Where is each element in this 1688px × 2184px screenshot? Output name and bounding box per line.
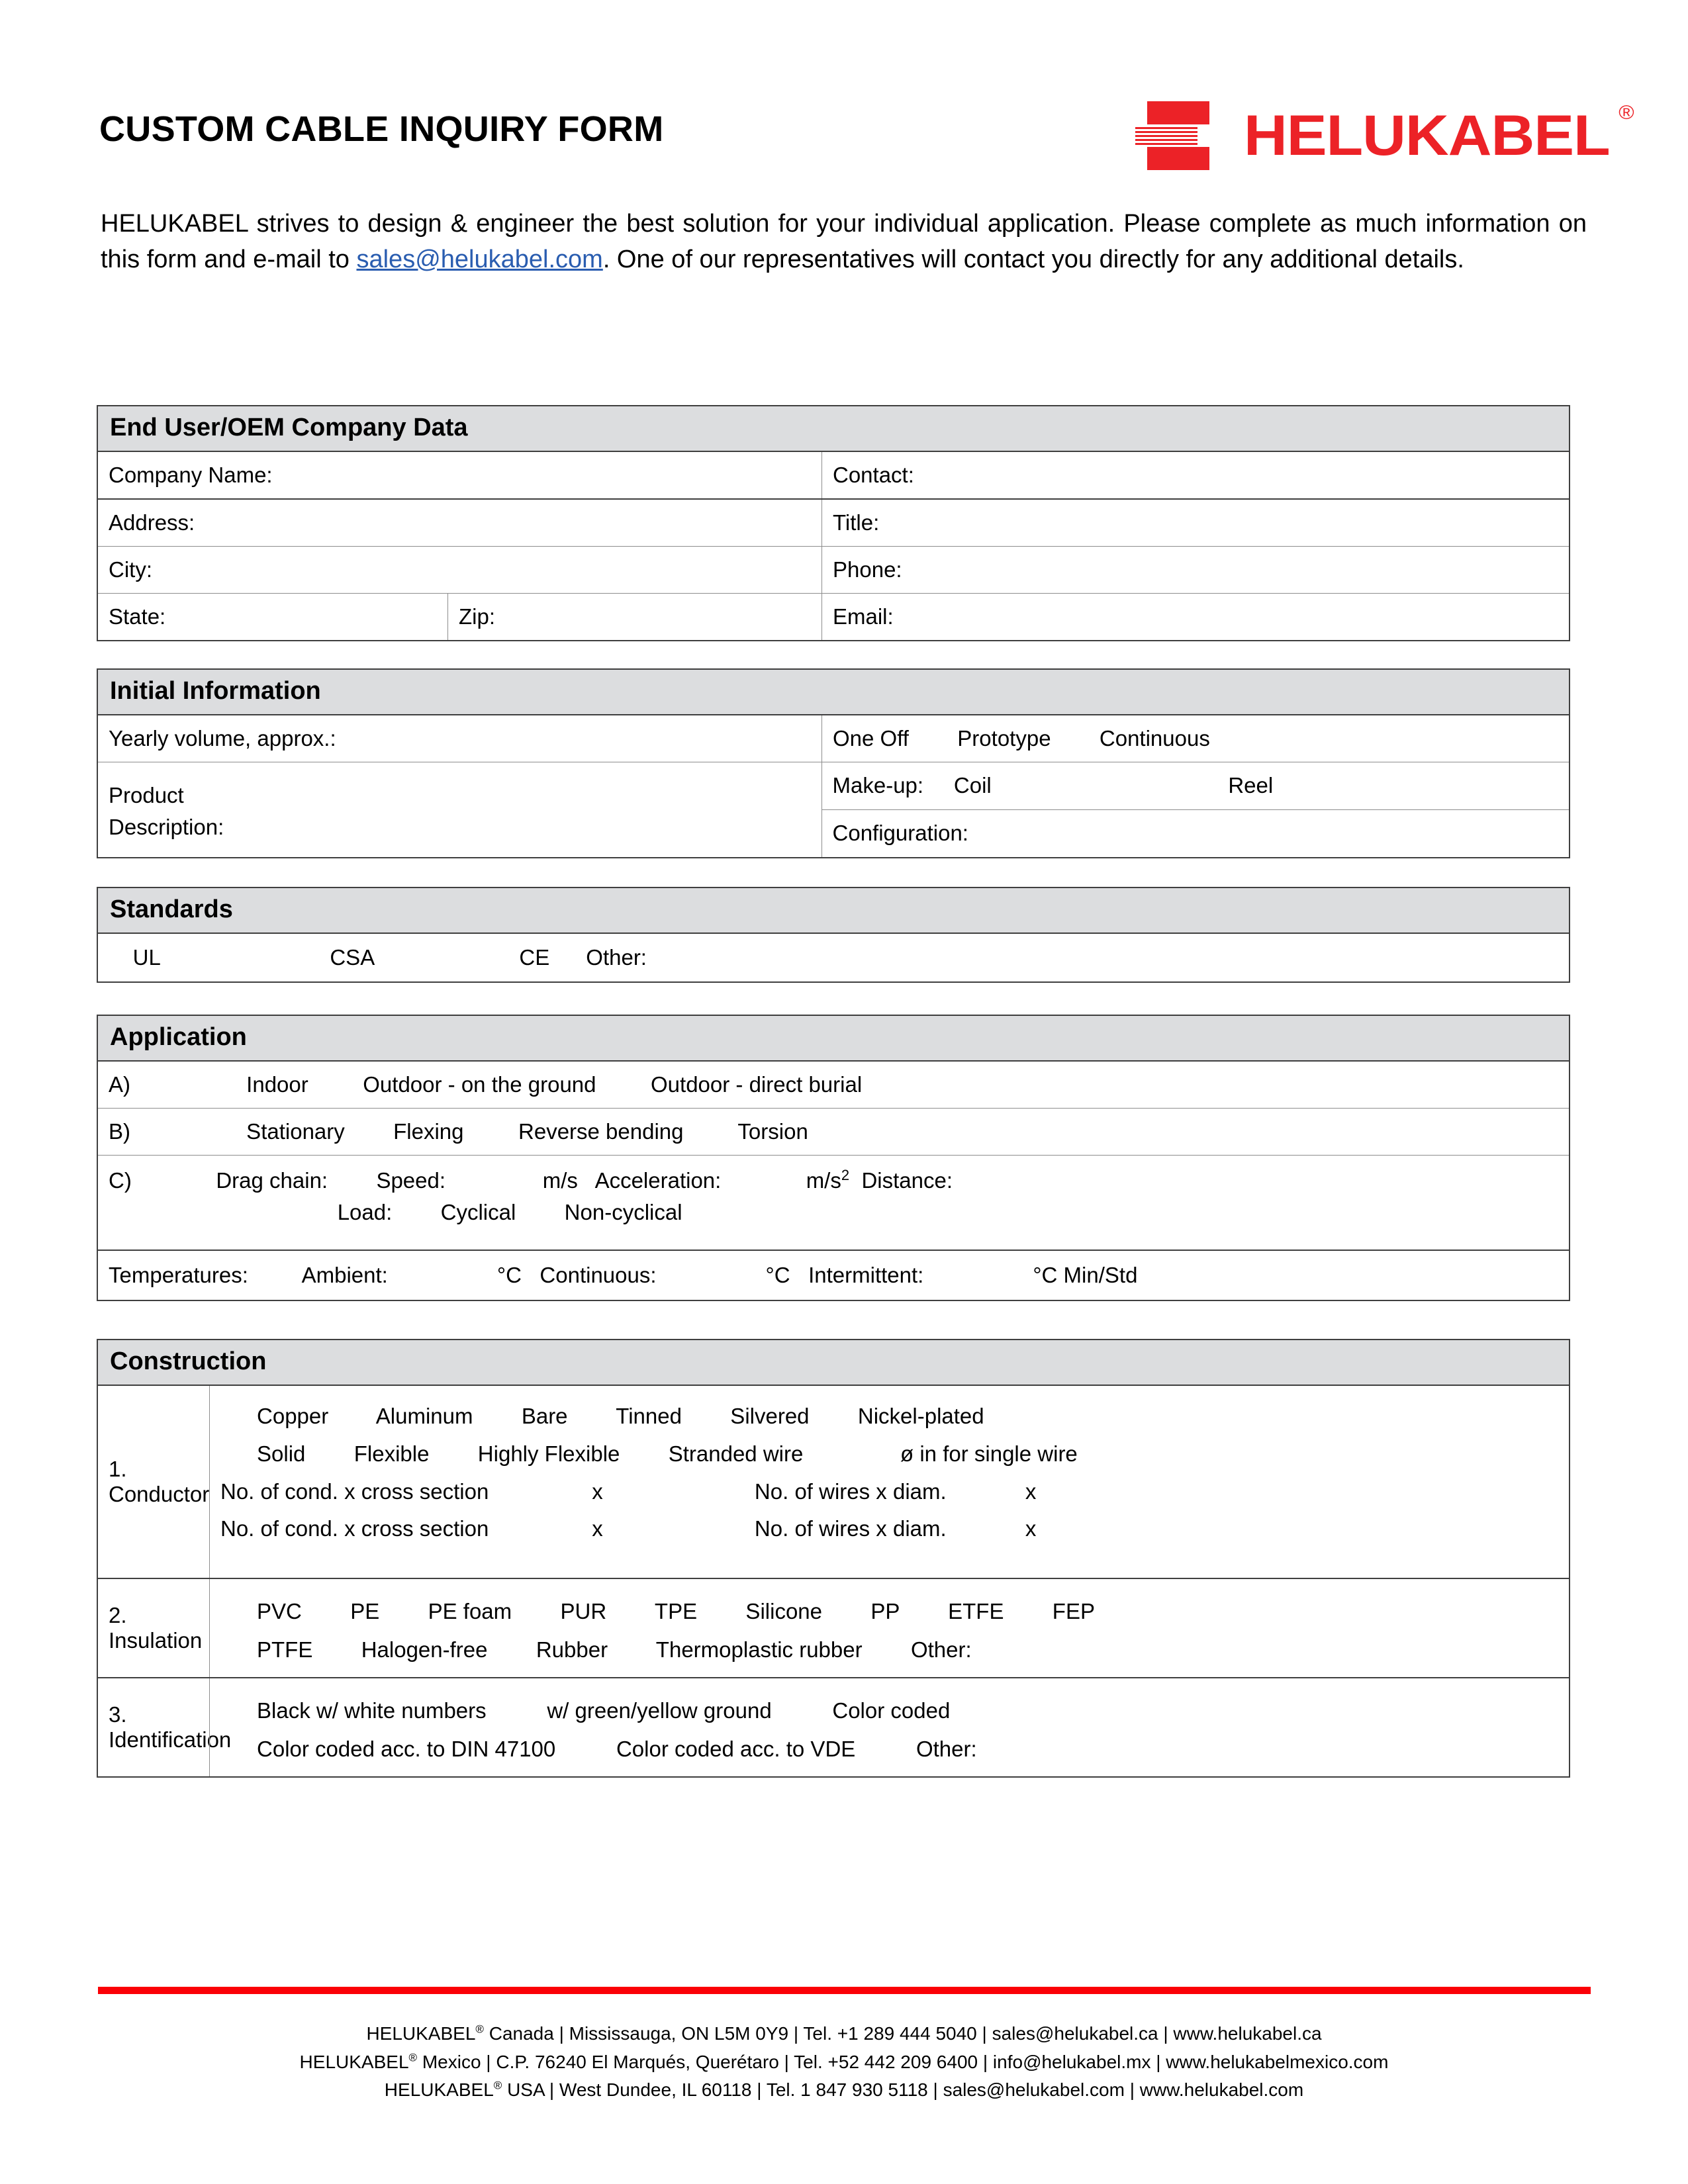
table-row	[98, 593, 1569, 640]
field-address[interactable]	[98, 500, 821, 546]
table-row	[98, 715, 1569, 762]
field-label: Title:	[833, 510, 880, 535]
section-construction-header: Construction	[98, 1340, 1569, 1386]
field-contact[interactable]	[821, 452, 1569, 498]
field-group-conductor[interactable]	[209, 1386, 1569, 1578]
intro-paragraph	[101, 206, 1587, 278]
registered-trademark-icon: ®	[493, 2079, 502, 2092]
field-label: Contact:	[833, 463, 914, 487]
option-group-labels: Indoor Outdoor - on the ground Outdoor - direct burial	[204, 1071, 863, 1097]
field-configuration[interactable]	[822, 810, 1569, 857]
field-phone[interactable]	[821, 547, 1569, 593]
section-standards	[97, 887, 1570, 983]
table-row	[98, 1155, 1569, 1250]
registered-trademark-icon: ®	[1618, 102, 1634, 124]
footer-line-usa: HELUKABEL® USA | West Dundee, IL 60118 | Tel. 1 847 930 5118 | sales@helukabel.com | www.helukabel.com	[384, 2079, 1304, 2101]
table-row	[98, 546, 1569, 593]
helukabel-logo-mark-icon	[1135, 101, 1209, 170]
row-label-identification: 3. Identification	[109, 1702, 232, 1752]
table-row	[98, 1062, 1569, 1108]
drag-chain-line-2: Load: Cyclical Non-cyclical	[204, 1200, 682, 1225]
section-company-data-header: End User/OEM Company Data	[98, 406, 1569, 452]
table-row	[98, 1250, 1569, 1300]
section-company-data	[97, 405, 1570, 641]
conductor-dimension-line-1: No. of cond. x cross section x No. of wires x diam. x	[220, 1479, 1037, 1504]
field-makeup[interactable]	[822, 762, 1569, 809]
section-standards-header: Standards	[98, 888, 1569, 934]
field-group-drag-chain[interactable]	[204, 1156, 1569, 1250]
table-row	[98, 1677, 1569, 1776]
conductor-material-options: Copper Aluminum Bare Tinned Silvered Nickel-plated	[220, 1404, 984, 1428]
section-construction	[97, 1339, 1570, 1778]
option-group-labels: One Off Prototype Continuous	[833, 725, 1210, 751]
option-group-labels: UL CSA CE Other:	[109, 944, 647, 970]
section-application	[97, 1015, 1570, 1301]
footer-line-canada: HELUKABEL® Canada | Mississauga, ON L5M 0Y9 | Tel. +1 289 444 5040 | sales@helukabel.ca | www.helukabel.ca	[366, 2023, 1322, 2044]
field-label: Email:	[833, 604, 894, 629]
intro-text-before: HELUKABEL strives to design & engineer the best solution for your individual application. Please complete as much information on this form and e-mail to	[101, 210, 1587, 273]
conductor-flexibility-options: Solid Flexible Highly Flexible Stranded wire ø in for single wire	[220, 1441, 1078, 1466]
conductor-dimension-line-2: No. of cond. x cross section x No. of wires x diam. x	[220, 1516, 1037, 1541]
section-initial-information-header: Initial Information	[98, 670, 1569, 715]
helukabel-wordmark	[1243, 102, 1634, 167]
table-row	[98, 498, 1569, 546]
table-row	[822, 809, 1569, 857]
row-label-conductor: 1. Conductor	[109, 1457, 210, 1506]
field-label: Zip:	[459, 604, 496, 629]
section-initial-information	[97, 668, 1570, 858]
option-group-standards[interactable]	[98, 934, 1569, 981]
field-label-line-2: Description:	[109, 815, 224, 840]
row-label-a: A)	[109, 1072, 130, 1097]
identification-options-line-2: Color coded acc. to DIN 47100 Color coded acc. to VDE Other:	[220, 1736, 977, 1761]
table-row	[98, 934, 1569, 981]
page-footer	[0, 2020, 1688, 2105]
field-state[interactable]	[98, 594, 447, 640]
field-label: Configuration:	[832, 821, 968, 846]
field-label: Temperatures: Ambient: °C Continuous: °C Intermittent: °C Min/Std	[109, 1262, 1138, 1287]
registered-trademark-icon: ®	[475, 2023, 484, 2036]
table-row	[98, 762, 1569, 857]
field-city[interactable]	[98, 547, 821, 593]
field-label: Yearly volume, approx.:	[109, 726, 336, 751]
field-product-description[interactable]	[98, 762, 821, 856]
field-label: City:	[109, 557, 152, 582]
identification-options-line-1: Black w/ white numbers w/ green/yellow ground Color coded	[220, 1698, 951, 1723]
field-title[interactable]	[821, 500, 1569, 546]
section-application-header: Application	[98, 1016, 1569, 1062]
field-email[interactable]	[821, 594, 1569, 640]
option-group-environment[interactable]	[204, 1062, 1569, 1108]
field-label: Phone:	[833, 557, 902, 582]
footer-red-divider	[98, 1987, 1591, 1994]
field-yearly-volume[interactable]	[98, 715, 821, 762]
intro-text-after: . One of our representatives will contact you directly for any additional details.	[602, 245, 1464, 273]
field-label-line-1: Product	[109, 783, 184, 807]
field-label: State:	[109, 604, 166, 629]
page-title: CUSTOM CABLE INQUIRY FORM	[99, 109, 664, 149]
row-label-insulation: 2. Insulation	[109, 1603, 203, 1653]
field-group-identification[interactable]	[209, 1678, 1569, 1776]
option-group-order-type[interactable]	[821, 715, 1569, 762]
insulation-options-line-1: PVC PE PE foam PUR TPE Silicone PP ETFE FEP	[220, 1599, 1095, 1623]
page-header	[99, 99, 1634, 172]
table-row	[98, 1386, 1569, 1578]
field-company-name[interactable]	[98, 452, 821, 498]
superscript-two: 2	[841, 1167, 850, 1183]
registered-trademark-icon: ®	[408, 2051, 418, 2064]
footer-line-mexico: HELUKABEL® Mexico | C.P. 76240 El Marqués, Querétaro | Tel. +52 442 209 6400 | info@helukabel.mx | www.helukabelmexico.com	[299, 2051, 1389, 2072]
sales-email-link[interactable]: sales@helukabel.com	[356, 245, 603, 273]
field-group-temperatures[interactable]	[98, 1251, 1569, 1300]
field-group-insulation[interactable]	[209, 1579, 1569, 1677]
row-label-b: B)	[109, 1119, 130, 1144]
helukabel-wordmark-text: HELUKABEL	[1243, 104, 1610, 167]
helukabel-logo	[1135, 99, 1634, 172]
table-row	[822, 762, 1569, 809]
field-label: Address:	[109, 510, 195, 535]
option-group-labels: Stationary Flexing Reverse bending Torsion	[204, 1118, 808, 1144]
field-label: Make-up: Coil Reel	[832, 773, 1274, 798]
field-label: Company Name:	[109, 463, 273, 487]
table-row	[98, 1108, 1569, 1155]
drag-chain-line-1: Drag chain: Speed: m/s Acceleration: $m/s^2$ Distance:	[204, 1167, 953, 1193]
field-zip[interactable]	[447, 594, 821, 640]
table-row	[98, 1578, 1569, 1677]
option-group-motion[interactable]	[204, 1109, 1569, 1155]
table-row	[98, 452, 1569, 498]
insulation-options-line-2: PTFE Halogen-free Rubber Thermoplastic rubber Other:	[220, 1637, 972, 1662]
row-label-c: C)	[109, 1168, 132, 1193]
